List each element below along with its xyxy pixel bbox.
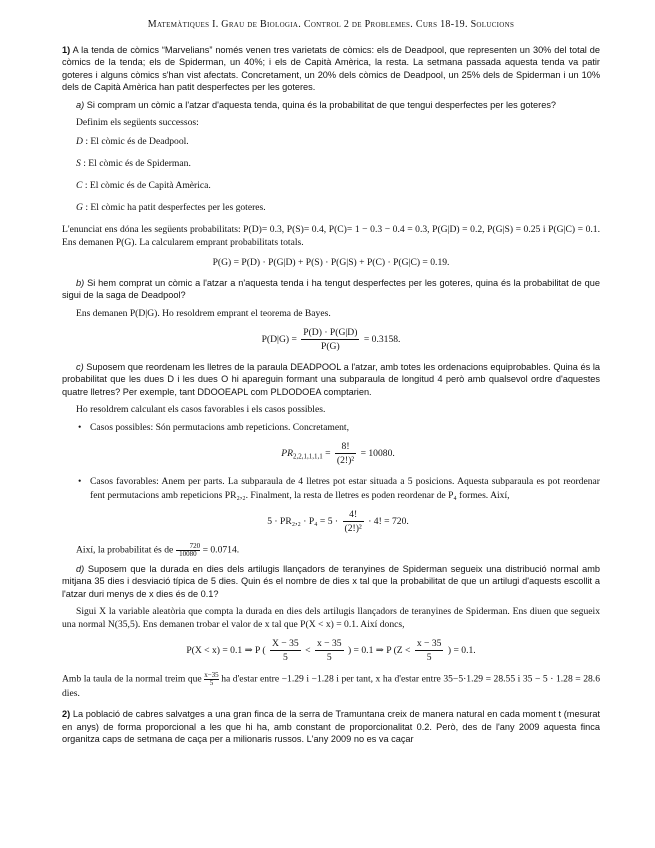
- equation-total-probability: P(G) = P(D) · P(G|D) + P(S) · P(G|S) + P(C) · P(G|C) = 0.19.: [212, 256, 450, 268]
- eq-rhs: = 10080.: [360, 448, 395, 460]
- problem-2-number: 2): [62, 709, 71, 720]
- eq-part: ) = 0.1.: [447, 645, 476, 657]
- eq-part: <: [305, 645, 311, 657]
- eq-numerator: x − 35: [315, 637, 344, 651]
- eq-fraction: [335, 440, 356, 467]
- inline-denominator: 5: [209, 679, 214, 688]
- eq-numerator: X − 35: [270, 637, 301, 651]
- def-text: : El còmic és de Deadpool.: [85, 136, 189, 148]
- problem-2-text: La població de cabres salvatges a una gran finca de la serra de Tramuntana creix de manera natural en cada moment t (mesurat en anys) de forma proporcional a les que hi ha, amb constant de proporcionalitat 0.2. Però, des de l'any 2009 aquesta finca organitza caps de setmana de caça per a milionaris russos. L'any 2009 no es va caçar: [62, 709, 600, 745]
- def-symbol: D: [76, 136, 83, 148]
- bullet-favorable-cases: • Casos favorables: Anem per parts. La subparaula de 4 lletres pot estar situada a 5 posicions. Aquesta subparaula es pot reordenar fent permutacions amb repeticions PR₂,₂. Finalment, la resta de lletres es poden reordenar de P₄ formes. Així,: [76, 475, 600, 501]
- answer-c-final: [62, 543, 600, 558]
- text: = 0.0714.: [202, 544, 240, 556]
- def-item: [76, 135, 600, 148]
- question-c-label: c): [76, 361, 84, 372]
- eq-denominator: P(G): [321, 340, 340, 352]
- eq-fraction: [270, 637, 301, 664]
- def-symbol: G: [76, 202, 83, 214]
- problem-2: [62, 708, 600, 746]
- def-item: [76, 179, 600, 192]
- eq-lhs: P(D|G) =: [261, 333, 297, 345]
- def-item: [76, 157, 600, 170]
- eq-numerator: x − 35: [415, 637, 444, 651]
- answer-d-final: [62, 672, 600, 700]
- eq-denominator: 5: [282, 652, 288, 664]
- eq-fraction: [301, 326, 359, 353]
- eq-rhs: · 4! = 720.: [368, 515, 409, 527]
- def-item: [76, 201, 600, 214]
- eq-numerator: P(D) · P(G|D): [301, 326, 359, 340]
- question-c-text: Suposem que reordenam les lletres de la paraula DEADPOOL a l'atzar, amb totes les ordenacions equiprobables. Quina és la probabilitat que les dues D i les dues O hi apareguin formant una subparaula de longitud 4 però amb qualsevol ordre d'aquestes quatre lletres? Per exemple, tant DDOOEAPL com PLDODOEA comptarien.: [62, 361, 600, 397]
- problem-1-intro-text: A la tenda de còmics “Marvelians” només venen tres varietats de còmics: els de Deadpool, que representen un 30% del total de còmics de la tenda; els de Spiderman, un 40%; i els de Capità Amèrica, la resta. La setmana passada aquesta tenda va patir goteres i alguns còmics s'han vist afectats. Concretament, un 20% dels còmics de Deadpool, un 25% dels de Spiderman i un 10% dels de Capità Amèrica han patit desperfectes per les goteres.: [62, 44, 600, 93]
- question-d-label: d): [76, 563, 85, 574]
- eq-denominator: 5: [326, 652, 332, 664]
- text: ha d'estar entre −1.29 i −1.28 i per tant, x ha d'estar entre 35−5·1.29 = 28.55 i 35 − 5 · 1.28 = 28.6 dies.: [62, 674, 600, 700]
- def-text: : El còmic ha patit desperfectes per les goteres.: [85, 202, 266, 214]
- question-b-text: Si hem comprat un còmic a l'atzar a n'aquesta tenda i ha tengut desperfectes per les goteres, quina és la probabilitat de que sigui de la saga de Deadpool?: [62, 277, 600, 301]
- eq-denominator: (2!)²: [336, 455, 355, 467]
- eq-fraction: [315, 637, 344, 664]
- given-probabilities: L'enunciat ens dóna les següents probabilitats: P(D)= 0.3, P(S)= 0.4, P(C)= 1 − 0.3 − 0.4 = 0.3, P(G|D) = 0.2, P(G|S) = 0.25 i P(G|C) = 0.1. Ens demanen P(G). La calcularem emprant probabilitats totals.: [62, 224, 600, 249]
- equation-bayes: [62, 326, 600, 353]
- inline-fraction: [204, 672, 218, 687]
- equation-normal: [62, 637, 600, 664]
- eq-numerator: 4!: [343, 508, 364, 522]
- eq-denominator: (2!)²: [344, 522, 362, 534]
- eq-lhs: 5 · PR₂,₂ · P₄ = 5 ·: [267, 515, 339, 527]
- problem-1-intro: [62, 44, 600, 94]
- inline-fraction: [176, 543, 201, 558]
- question-c: [62, 361, 600, 399]
- defs-intro: Definim els següents successos:: [76, 117, 199, 129]
- eq-part: ) = 0.1 ⇒ P (Z <: [347, 645, 411, 657]
- question-a-label: a): [76, 99, 85, 110]
- equation-permutations: $PR_{2,2,1,1,1,1}$ = $\frac{8!}{\text{(2!)²}}$ = 10080.: [281, 441, 395, 467]
- eq-part: P(X < x) = 0.1 ⇒ P (: [186, 645, 266, 657]
- def-text: : El còmic és de Capità Amèrica.: [84, 180, 211, 192]
- eq-subscript: 2,2,1,1,1,1: [292, 453, 323, 462]
- question-d: [62, 563, 600, 601]
- cases-list: [76, 421, 600, 534]
- eq-fraction: [415, 637, 444, 664]
- answer-b: Ens demanen P(D|G). Ho resoldrem emprant el teorema de Bayes.: [76, 307, 331, 319]
- question-a-text: Si compram un còmic a l'atzar d'aquesta tenda, quina és la probabilitat de que tengui desperfectes per les goteres?: [86, 99, 557, 110]
- answer-d: Sigui X la variable aleatòria que compta la durada en dies dels artilugis llançadors de teranyines de Spiderman. Ens diuen que segueix una normal N(35,5). Ens demanen trobar el valor de x tal que P(X < x) = 0.1. Així doncs,: [62, 606, 600, 631]
- answer-c-intro: Ho resoldrem calculant els casos favorables i els casos possibles.: [76, 404, 326, 416]
- def-symbol: S: [76, 158, 81, 170]
- bullet-possible-cases: • Casos possibles: Són permutacions amb repeticions. Concretament,: [76, 421, 600, 434]
- eq-rhs: = 0.3158.: [363, 333, 401, 345]
- def-symbol: C: [76, 180, 83, 192]
- question-a: [62, 99, 600, 112]
- eq-numerator: 8!: [335, 440, 356, 454]
- text: Així, la probabilitat és de: [76, 544, 174, 556]
- text: Amb la taula de la normal treim que: [62, 674, 202, 686]
- inline-numerator: 720: [176, 543, 201, 551]
- question-b: [62, 277, 600, 302]
- inline-numerator: x−35: [204, 671, 219, 680]
- inline-denominator: 10080: [179, 549, 197, 558]
- def-text: : El còmic és de Spiderman.: [83, 158, 191, 170]
- event-definitions: [76, 135, 600, 214]
- problem-1-number: 1): [62, 44, 71, 55]
- document-page: [62, 18, 600, 751]
- equation-favorable: [76, 508, 600, 535]
- eq-denominator: 5: [426, 652, 432, 664]
- question-d-text: Suposem que la durada en dies dels artilugis llançadors de teranyines de Spiderman segueix una distribució normal amb mitjana 35 dies i desviació típica de 5 dies. Quin és el nombre de dies x tal que la probabilitat de que un artilugi d'aquests escollit a l'atzar duri menys de x dies és de 0.1?: [62, 563, 600, 599]
- eq-fraction: [343, 508, 364, 535]
- eq-lhs: PR: [281, 448, 293, 460]
- page-header: Matemàtiques I. Grau de Biologia. Control 2 de Problemes. Curs 18-19. Solucions: [147, 19, 515, 30]
- question-b-label: b): [76, 277, 85, 288]
